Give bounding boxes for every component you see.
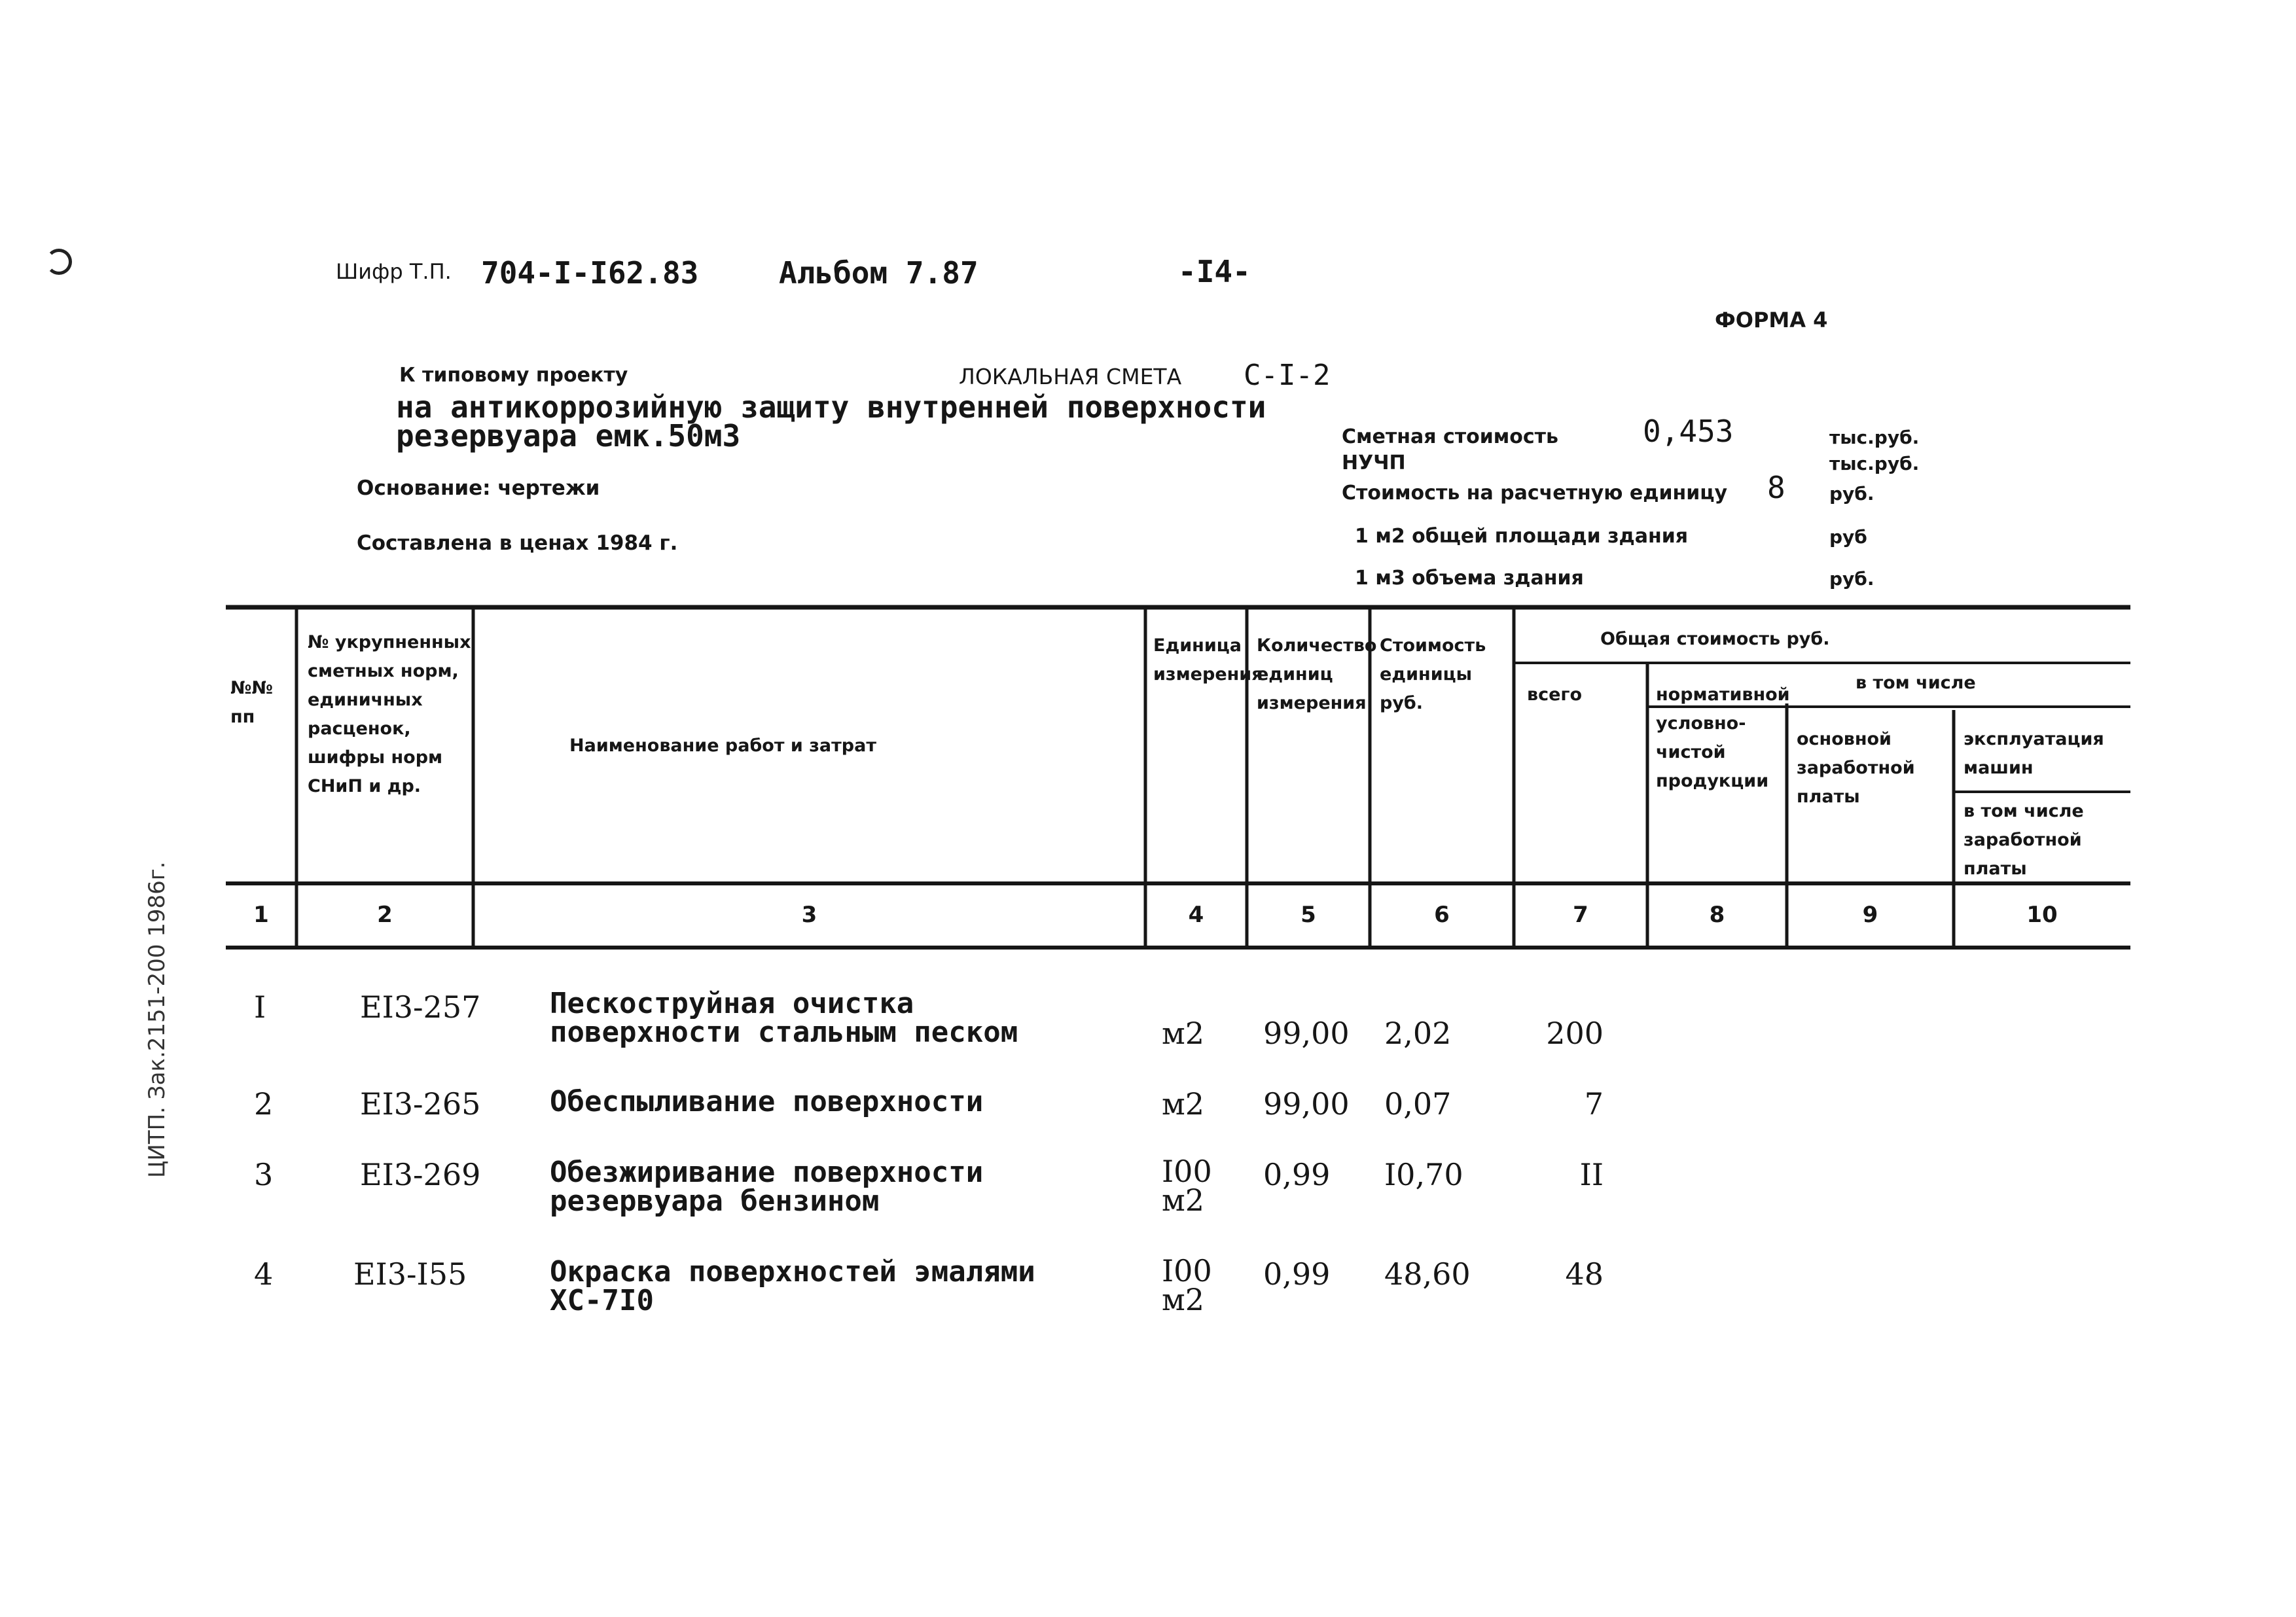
nuchp-label: НУЧП bbox=[1342, 452, 1406, 474]
row-unit: м2 bbox=[1162, 1016, 1205, 1051]
subject-line-2: резервуара емк.50м3 bbox=[396, 418, 741, 453]
column-number: 5 bbox=[1300, 902, 1316, 928]
basis-note: Основание: чертежи bbox=[357, 476, 600, 500]
row-code: EI3-265 bbox=[360, 1086, 481, 1122]
row-work-name: Обеспыливание поверхности bbox=[550, 1085, 984, 1118]
header-work-name: Наименование работ и затрат bbox=[569, 736, 876, 756]
row-code: EI3-I55 bbox=[353, 1256, 467, 1292]
header-unit-price: Стоимость единицы руб. bbox=[1380, 635, 1486, 713]
column-number: 8 bbox=[1709, 902, 1725, 928]
unit-cost-unit: руб. bbox=[1829, 483, 1874, 505]
row-number: 4 bbox=[254, 1256, 274, 1292]
volume-cost-label: 1 м3 объема здания bbox=[1355, 567, 1584, 590]
row-total: 48 bbox=[1565, 1256, 1604, 1292]
estimate-number: C-I-2 bbox=[1244, 359, 1331, 392]
row-total: 7 bbox=[1584, 1086, 1604, 1122]
column-number: 9 bbox=[1862, 902, 1878, 928]
row-quantity: 0,99 bbox=[1263, 1157, 1331, 1192]
header-base-salary: основной заработной платы bbox=[1797, 729, 1915, 807]
header-total-cost-group: Общая стоимость руб. bbox=[1600, 629, 1830, 649]
header-machine-operation: эксплуатация машин bbox=[1964, 729, 2104, 778]
row-work-name: Обезжиривание поверхности резервуара бензином bbox=[550, 1156, 984, 1218]
margin-print-note: ЦИТП. Зак.2151-200 1986г. bbox=[144, 861, 170, 1178]
header-quantity: Количество единиц измерения bbox=[1257, 635, 1377, 713]
row-code: EI3-269 bbox=[360, 1157, 481, 1192]
row-unit: м2 bbox=[1162, 1086, 1205, 1122]
row-unit-price: 48,60 bbox=[1384, 1256, 1471, 1292]
page-number: -I4- bbox=[1178, 254, 1251, 289]
header-machine-salary: в том числе заработной платы bbox=[1964, 801, 2084, 879]
estimated-cost-label: Сметная стоимость bbox=[1342, 425, 1559, 448]
header-norm-code: № укрупненных сметных норм, единичных расценок, шифры норм СНиП и др. bbox=[308, 632, 471, 796]
row-quantity: 0,99 bbox=[1263, 1256, 1331, 1292]
cipher-value: 704-I-I62.83 bbox=[481, 255, 699, 291]
nuchp-unit: тыс.руб. bbox=[1829, 453, 1920, 474]
header-total: всего bbox=[1527, 684, 1583, 705]
row-work-name: Пескоструйная очистка поверхности стальным песком bbox=[550, 987, 1018, 1049]
unit-cost-value: 8 bbox=[1767, 470, 1785, 505]
row-number: 2 bbox=[254, 1086, 274, 1122]
row-total: II bbox=[1579, 1157, 1604, 1192]
cipher-label: Шифр Т.П. bbox=[336, 259, 452, 284]
header-row-number: №№ пп bbox=[230, 678, 273, 727]
row-quantity: 99,00 bbox=[1263, 1086, 1350, 1122]
column-number: 3 bbox=[801, 902, 817, 928]
row-unit-price: 0,07 bbox=[1384, 1086, 1452, 1122]
area-cost-label: 1 м2 общей площади здания bbox=[1355, 525, 1689, 548]
column-number: 1 bbox=[253, 902, 269, 928]
form-label: ФОРМА 4 bbox=[1715, 308, 1828, 332]
row-unit: I00 м2 bbox=[1162, 1154, 1212, 1218]
estimated-cost-unit: тыс.руб. bbox=[1829, 427, 1920, 448]
prices-year-note: Составлена в ценах 1984 г. bbox=[357, 531, 678, 555]
row-unit: I00 м2 bbox=[1162, 1253, 1212, 1317]
column-number: 6 bbox=[1434, 902, 1450, 928]
album-label: Альбом 7.87 bbox=[779, 255, 978, 291]
estimated-cost-value: 0,453 bbox=[1643, 414, 1734, 449]
column-number: 10 bbox=[2026, 902, 2058, 928]
header-net-product: нормативной условно-чистой продукции bbox=[1656, 684, 1790, 791]
row-number: I bbox=[254, 989, 266, 1025]
column-number: 7 bbox=[1573, 902, 1588, 928]
area-cost-unit: руб bbox=[1829, 526, 1867, 548]
column-number: 4 bbox=[1188, 902, 1204, 928]
row-code: EI3-257 bbox=[360, 989, 481, 1025]
header-unit: Единица измерения bbox=[1153, 635, 1263, 684]
volume-cost-unit: руб. bbox=[1829, 568, 1874, 590]
row-quantity: 99,00 bbox=[1263, 1016, 1350, 1051]
row-work-name: Окраска поверхностей эмалями ХС-7I0 bbox=[550, 1255, 1035, 1317]
row-number: 3 bbox=[254, 1157, 274, 1192]
header-including-group: в том числе bbox=[1856, 673, 1976, 693]
row-unit-price: I0,70 bbox=[1384, 1157, 1463, 1192]
estimate-label: ЛОКАЛЬНАЯ СМЕТА bbox=[959, 364, 1182, 389]
column-number: 2 bbox=[377, 902, 393, 928]
unit-cost-label: Стоимость на расчетную единицу bbox=[1342, 482, 1728, 505]
row-unit-price: 2,02 bbox=[1384, 1016, 1452, 1051]
row-total: 200 bbox=[1546, 1016, 1604, 1051]
project-label: К типовому проекту bbox=[399, 364, 628, 387]
subject-line-1: на антикоррозийную защиту внутренней поверхности bbox=[396, 389, 1266, 425]
